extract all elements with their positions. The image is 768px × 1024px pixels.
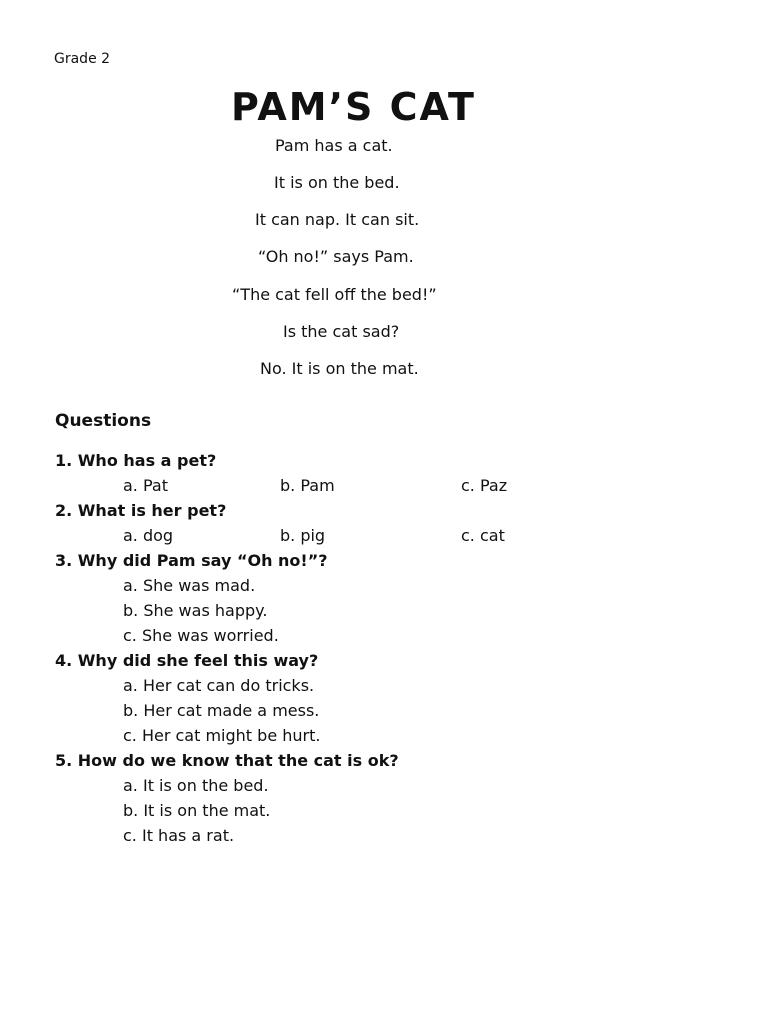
story-line: “Oh no!” says Pam. [258, 247, 414, 266]
option: b. She was happy. [123, 601, 268, 620]
page-title: PAM’S CAT [231, 85, 476, 129]
question: 3. Why did Pam say “Oh no!”? [55, 551, 328, 570]
option: a. She was mad. [123, 576, 256, 595]
option: c. cat [461, 526, 505, 545]
option: b. Her cat made a mess. [123, 701, 320, 720]
story-line: It can nap. It can sit. [255, 210, 420, 229]
story-line: It is on the bed. [274, 173, 400, 192]
option: c. Paz [461, 476, 508, 495]
question: 5. How do we know that the cat is ok? [55, 751, 399, 770]
story-line: No. It is on the mat. [260, 359, 419, 378]
option: b. It is on the mat. [123, 801, 271, 820]
question: 2. What is her pet? [55, 501, 227, 520]
story-line: Is the cat sad? [283, 322, 400, 341]
option: a. Her cat can do tricks. [123, 676, 315, 695]
option: a. Pat [123, 476, 168, 495]
option: c. It has a rat. [123, 826, 235, 845]
option: a. dog [123, 526, 174, 545]
option: b. pig [280, 526, 326, 545]
option: a. It is on the bed. [123, 776, 269, 795]
option: c. Her cat might be hurt. [123, 726, 321, 745]
questions-heading: Questions [55, 411, 152, 431]
story-line: Pam has a cat. [275, 136, 393, 155]
option: c. She was worried. [123, 626, 279, 645]
question: 1. Who has a pet? [55, 451, 217, 470]
question: 4. Why did she feel this way? [55, 651, 319, 670]
story-line: “The cat fell off the bed!” [232, 285, 437, 304]
grade-label: Grade 2 [54, 51, 111, 67]
option: b. Pam [280, 476, 335, 495]
